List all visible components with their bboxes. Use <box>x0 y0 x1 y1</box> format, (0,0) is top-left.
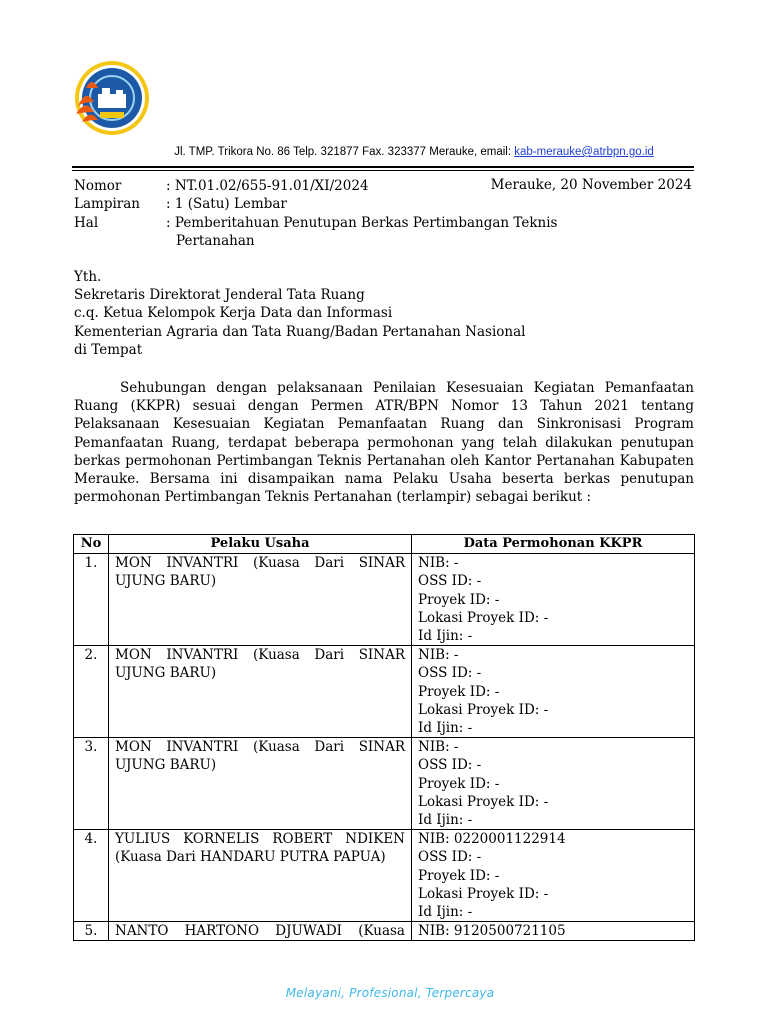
hal-value-2: Pertanahan <box>176 233 255 249</box>
row-number: 5. <box>74 922 109 941</box>
recipient-line-5: di Tempat <box>74 341 143 358</box>
recipient-line-2: Sekretaris Direktorat Jenderal Tata Ruang <box>74 287 365 304</box>
kkpr-oss-id: OSS ID: - <box>418 573 482 590</box>
kkpr-id-ijin: Id Ijin: - <box>418 904 473 921</box>
kkpr-lokasi-proyek-id: Lokasi Proyek ID: - <box>418 609 549 626</box>
letterhead-rule-thick <box>72 166 694 168</box>
lampiran-label: Lampiran <box>74 196 140 212</box>
kkpr-nib: NIB: 9120500721105 <box>418 923 566 940</box>
letterhead-address <box>0 146 768 158</box>
header-no: No <box>74 535 109 554</box>
row-pelaku: MON INVANTRI (Kuasa Dari SINAR UJUNG BARU) <box>109 646 412 738</box>
row-number: 1. <box>74 554 109 646</box>
header-pelaku-usaha: Pelaku Usaha <box>109 535 412 554</box>
table-row <box>74 830 695 922</box>
row-number: 4. <box>74 830 109 922</box>
table-row <box>74 738 695 830</box>
row-number: 3. <box>74 738 109 830</box>
row-pelaku: MON INVANTRI (Kuasa Dari SINAR UJUNG BARU) <box>109 554 412 646</box>
recipient-line-1: Yth. <box>74 269 102 285</box>
kkpr-oss-id: OSS ID: - <box>418 665 482 682</box>
kkpr-id-ijin: Id Ijin: - <box>418 720 473 737</box>
row-pelaku: NANTO HARTONO DJUWADI (Kuasa <box>109 922 412 941</box>
table-row <box>74 922 695 941</box>
lampiran-value: : 1 (Satu) Lembar <box>166 196 287 212</box>
atr-bpn-emblem-icon <box>72 58 152 138</box>
kkpr-lokasi-proyek-id: Lokasi Proyek ID: - <box>418 793 549 810</box>
kkpr-oss-id: OSS ID: - <box>418 757 482 774</box>
row-kkpr <box>412 646 695 738</box>
header-data-permohonan: Data Permohonan KKPR <box>412 535 695 554</box>
nomor-label: Nomor <box>74 178 122 194</box>
pelaku-usaha-table <box>73 534 695 941</box>
letter-date: Merauke, 20 November 2024 <box>490 177 692 193</box>
row-kkpr <box>412 922 695 941</box>
kkpr-proyek-id: Proyek ID: - <box>418 591 500 608</box>
body-paragraph: Sehubungan dengan pelaksanaan Penilaian Kesesuaian Kegiatan Pemanfaatan Ruang (KKPR) sesuai dengan Permen ATR/BPN Nomor 13 Tahun 2021 tentang Pelaksanaan Kesesuaian Kegiatan Pemanfaatan Ruang dan Sinkronisasi Program Pemanfaatan Ruang, terdapat beberapa permohonan yang telah dilakukan penutupan berkas permohonan Pertimbangan Teknis Pertanahan oleh Kantor Pertanahan Kabupaten Merauke. Bersama ini disampaikan nama Pelaku Usaha beserta berkas penutupan permohonan Pertimbangan Teknis Pertanahan (terlampir) sebagai berikut : <box>74 380 694 506</box>
table-header-row <box>74 535 695 554</box>
row-pelaku: YULIUS KORNELIS ROBERT NDIKEN (Kuasa Dari HANDARU PUTRA PAPUA) <box>109 830 412 922</box>
nomor-value: : NT.01.02/655-91.01/XI/2024 <box>166 178 369 194</box>
address-text: Jl. TMP. Trikora No. 86 Telp. 321877 Fax. 323377 Merauke, email: <box>174 146 515 158</box>
recipient-line-3: c.q. Ketua Kelompok Kerja Data dan Informasi <box>74 305 393 322</box>
kkpr-oss-id: OSS ID: - <box>418 849 482 866</box>
kkpr-proyek-id: Proyek ID: - <box>418 683 500 700</box>
kkpr-lokasi-proyek-id: Lokasi Proyek ID: - <box>418 885 549 902</box>
recipient-line-4: Kementerian Agraria dan Tata Ruang/Badan Pertanahan Nasional <box>74 323 526 340</box>
recipient-block <box>74 268 525 359</box>
footer-tagline: Melayani, Profesional, Terpercaya <box>285 986 495 1000</box>
kkpr-nib: NIB: 0220001122914 <box>418 831 566 848</box>
kkpr-id-ijin: Id Ijin: - <box>418 812 473 829</box>
kkpr-proyek-id: Proyek ID: - <box>418 867 500 884</box>
table-row <box>74 554 695 646</box>
kkpr-proyek-id: Proyek ID: - <box>418 775 500 792</box>
row-pelaku: MON INVANTRI (Kuasa Dari SINAR UJUNG BARU) <box>109 738 412 830</box>
row-kkpr <box>412 554 695 646</box>
row-kkpr <box>412 738 695 830</box>
kkpr-nib: NIB: - <box>418 739 459 756</box>
hal-value-1: : Pemberitahuan Penutupan Berkas Pertimbangan Teknis <box>166 215 558 231</box>
kkpr-lokasi-proyek-id: Lokasi Proyek ID: - <box>418 701 549 718</box>
hal-label: Hal <box>74 215 99 231</box>
email-link[interactable]: kab-merauke@atrbpn.go.id <box>514 146 654 158</box>
row-kkpr <box>412 830 695 922</box>
table-row <box>74 646 695 738</box>
kkpr-nib: NIB: - <box>418 555 459 572</box>
kkpr-nib: NIB: - <box>418 647 459 664</box>
letterhead-rule-thin <box>72 170 694 171</box>
row-number: 2. <box>74 646 109 738</box>
kkpr-id-ijin: Id Ijin: - <box>418 628 473 645</box>
